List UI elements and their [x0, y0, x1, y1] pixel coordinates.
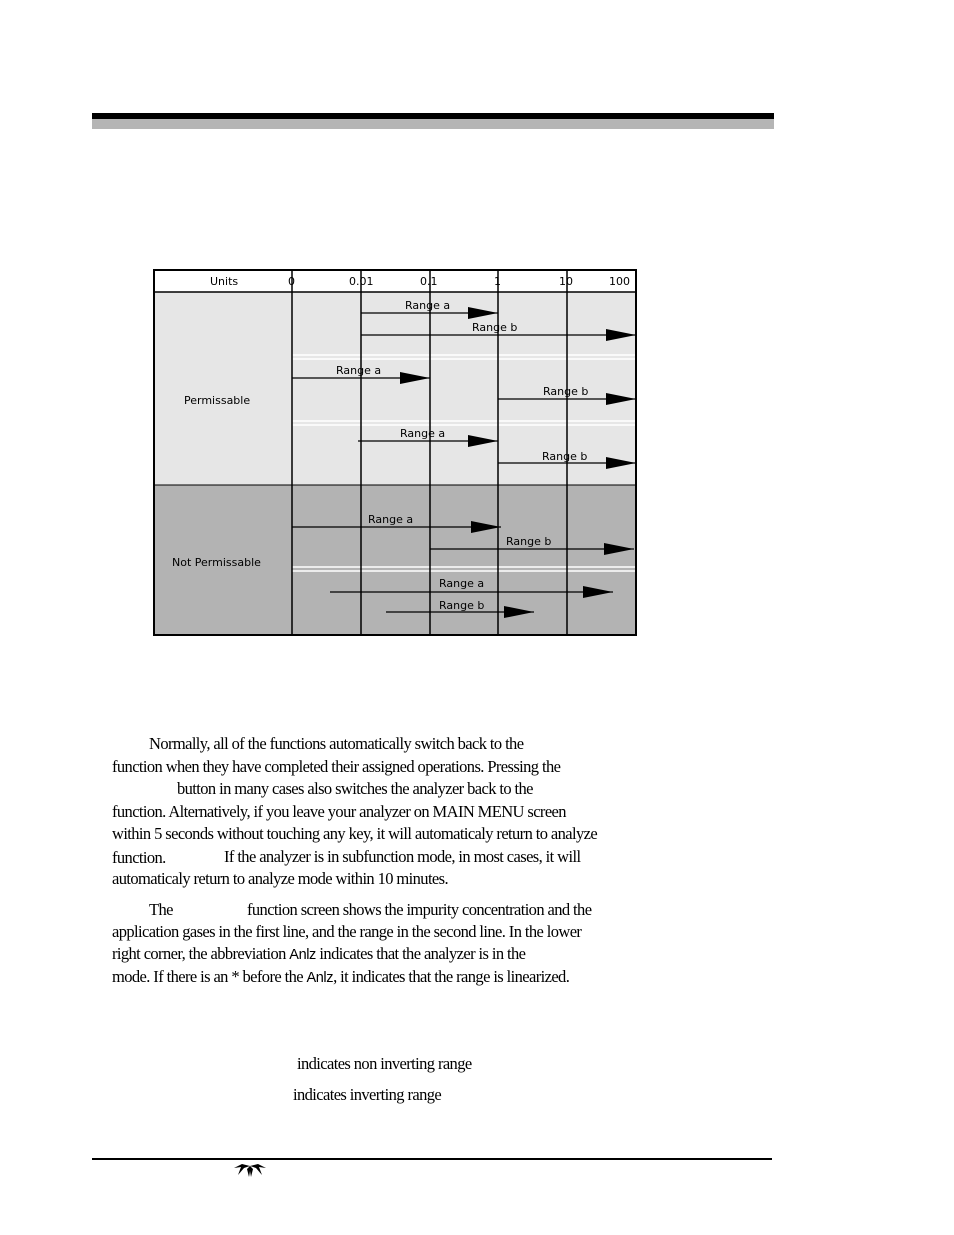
- p2-line-3: [112, 944, 525, 964]
- label-n1-range-a: Range a: [368, 513, 414, 526]
- label-p2-range-b: Range b: [543, 385, 589, 398]
- units-label: Units: [210, 275, 239, 288]
- p1-line-5: within 5 seconds without touching any key, it will automaticaly return to analyze: [112, 824, 598, 843]
- p1-line-6b: If the analyzer is in subfunction mode, in most cases, it will: [224, 847, 581, 866]
- tick-1: 1: [494, 275, 501, 288]
- note-non-inverting: indicates non inverting range: [297, 1054, 472, 1073]
- p1-line-7: automaticaly return to analyze mode within 10 minutes.: [112, 869, 448, 888]
- label-p1-range-b: Range b: [472, 321, 518, 334]
- label-p3-range-b: Range b: [542, 450, 588, 463]
- p2-line-1b: function screen shows the impurity concentration and the: [247, 900, 592, 919]
- label-n2-range-b: Range b: [439, 599, 485, 612]
- p2-line-3c: indicates that the analyzer is in the: [315, 944, 526, 963]
- p1-line-1: Normally, all of the functions automatically switch back to the: [149, 734, 524, 753]
- p2-line-4: [112, 967, 569, 987]
- label-n1-range-b: Range b: [506, 535, 552, 548]
- label-p2-range-a: Range a: [336, 364, 382, 377]
- anlz-abbrev-2: Anlz: [306, 970, 334, 986]
- anlz-abbrev-1: Anlz: [289, 947, 316, 963]
- p1-line-2: function when they have completed their assigned operations. Pressing the: [112, 757, 561, 776]
- p2-line-4a: mode. If there is an * before the: [112, 967, 307, 986]
- tick-100: 100: [609, 275, 630, 288]
- company-logo-icon: [232, 1163, 268, 1179]
- tick-10: 10: [559, 275, 573, 288]
- tick-0: 0: [288, 275, 295, 288]
- p2-line-4c: , it indicates that the range is linearized.: [333, 967, 570, 986]
- header-rule-shadow: [92, 119, 774, 129]
- p1-line-4: function. Alternatively, if you leave your analyzer on MAIN MENU screen: [112, 802, 566, 821]
- not-permissable-label: Not Permissable: [172, 556, 261, 569]
- range-diagram: [153, 269, 637, 636]
- tick-01: 0.1: [420, 275, 438, 288]
- p1-line-3: button in many cases also switches the analyzer back to the: [177, 779, 533, 798]
- label-p1-range-a: Range a: [405, 299, 451, 312]
- p1-line-6a: function.: [112, 848, 166, 867]
- label-n2-range-a: Range a: [439, 577, 485, 590]
- note-inverting: indicates inverting range: [293, 1085, 442, 1104]
- p2-line-2: application gases in the first line, and the range in the second line. In the lower: [112, 922, 582, 941]
- permissable-label: Permissable: [184, 394, 251, 407]
- p2-line-1a: The: [149, 900, 173, 919]
- footer-rule: [92, 1158, 772, 1160]
- p2-line-3a: right corner, the abbreviation: [112, 944, 290, 963]
- tick-001: 0.01: [349, 275, 374, 288]
- label-p3-range-a: Range a: [400, 427, 446, 440]
